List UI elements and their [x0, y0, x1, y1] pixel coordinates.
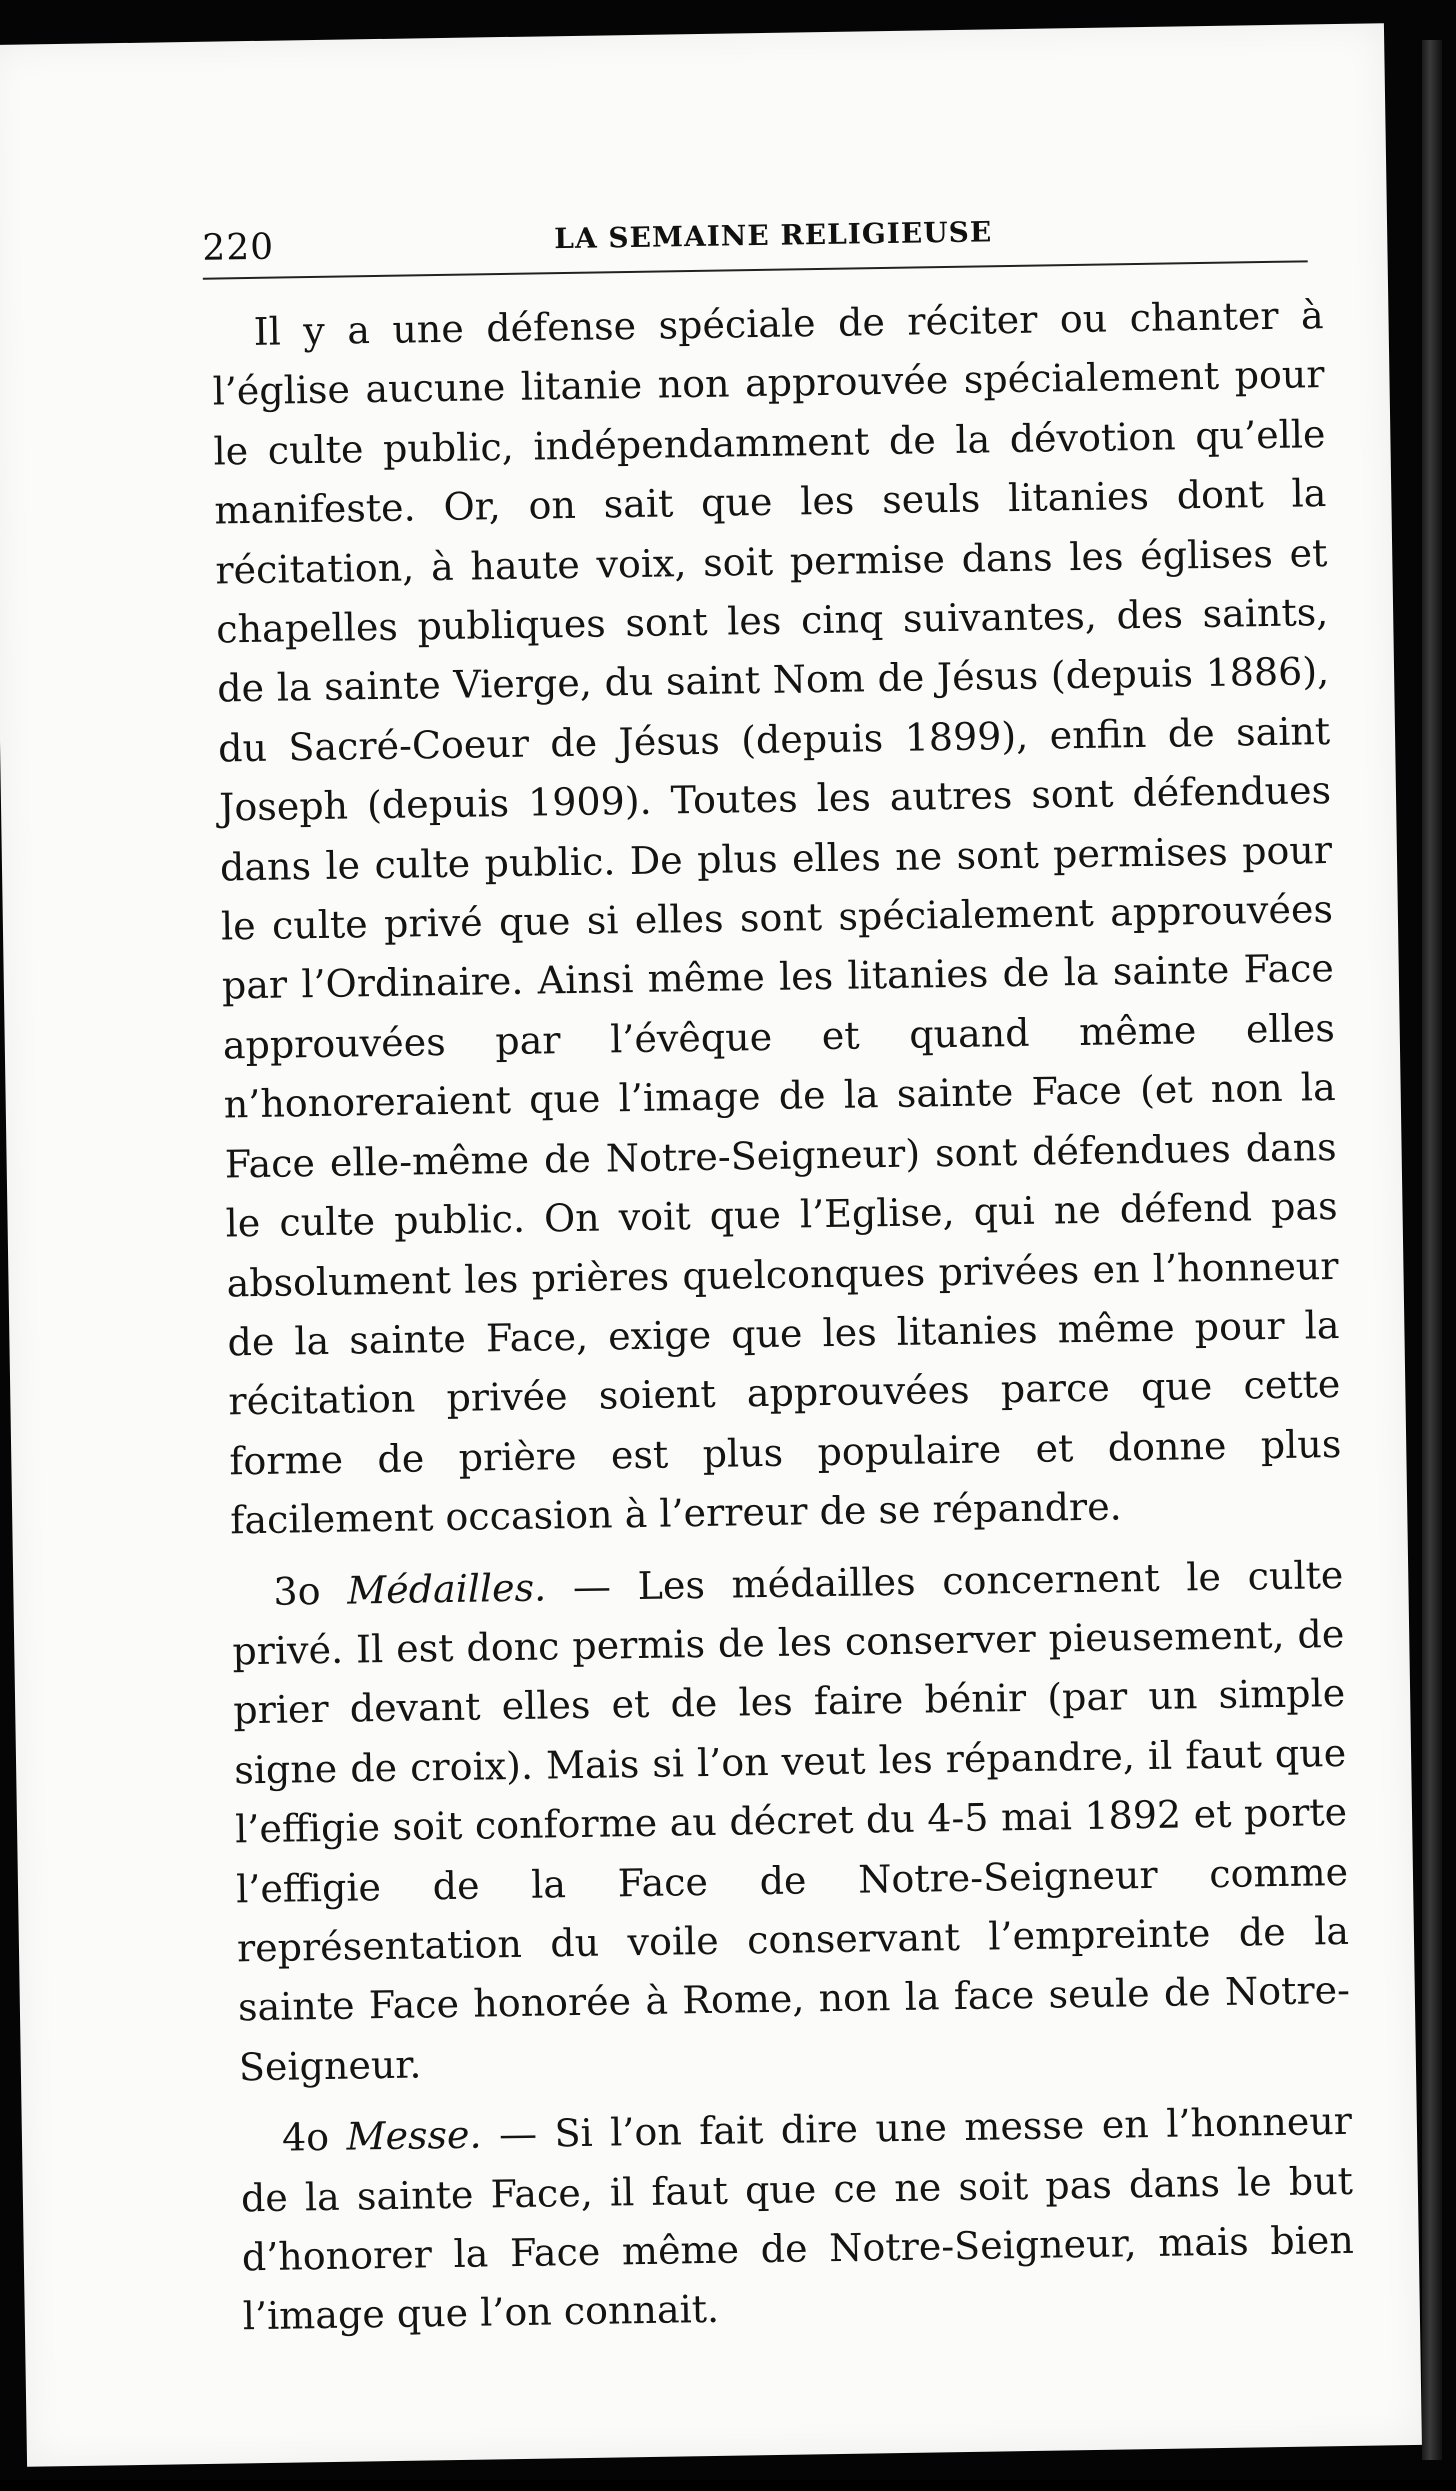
paragraph-text: Il y a une défense spéciale de réciter ou chanter à l’église aucune litanie non approuvée spécialement pour le culte public, indépendamment de la dévotion qu’elle manifeste. Or, on sait que les seuls litanies dont la récitation, à haute voix, soit permise dans les églises et chapelles publiques sont les cinq suivantes, des saints, de la sainte Vierge, du saint Nom de Jésus (depuis 1886), du Sacré-Coeur de Jésus (depuis 1899), enfin de saint Joseph (depuis 1909). Toutes les autres sont défendues dans le culte public. De plus elles ne sont permises pour le culte privé que si elles sont spécialement approuvées par l’Ordinaire. Ainsi même les litanies de la sainte Face approuvées par l’évêque et quand même elles n’honoreraient que l’image de la sainte Face (et non la Face elle-même de Notre-Seigneur) sont défendues dans le culte public. On voit que l’Eglise, qui ne défend pas absolument les prières quelconques privées en l’honneur de la sainte Face, exige que les litanies même pour la récitation privée soient approuvées parce que cette forme de prière est plus populaire et donne plus facilement occasion à l’erreur de se répandre. [212, 293, 1342, 1543]
paragraph-medailles [231, 1545, 1351, 2097]
page-number: 220 [202, 226, 275, 269]
paragraph-text: — Si l’on fait dire une messe en l’honneur de la sainte Face, il faut que ce ne soit pas dans le but d’honorer la Face même de Notre-Seigneur, mais bien l’image que l’on connait. [240, 2099, 1355, 2339]
paragraph-lead: Messe. [346, 2112, 482, 2159]
paragraph-text: — Les médailles concernent le culte privé. Il est donc permis de les conserver pieusement, de prier devant elles et de les faire bénir (par un simple signe de croix). Mais si l’on veut les répandre, il faut que l’effigie soit conforme au décret du 4-5 mai 1892 et porte l’effigie de la Face de Notre-Seigneur comme représentation du voile conservant l’empreinte de la sainte Face honorée à Rome, non la face seule de Notre-Seigneur. [232, 1552, 1351, 2090]
paragraph-messe [240, 2092, 1356, 2347]
running-title: LA SEMAINE RELIGIEUSE [553, 215, 993, 256]
paragraph-litanies [211, 286, 1342, 1551]
header-rule [203, 260, 1308, 279]
paragraph-number: 3o [273, 1568, 321, 1614]
paragraph-lead: Médailles. [346, 1564, 547, 1613]
paragraph-number: 4o [281, 2115, 330, 2160]
page-header [201, 168, 1307, 269]
body-text [211, 286, 1355, 2347]
